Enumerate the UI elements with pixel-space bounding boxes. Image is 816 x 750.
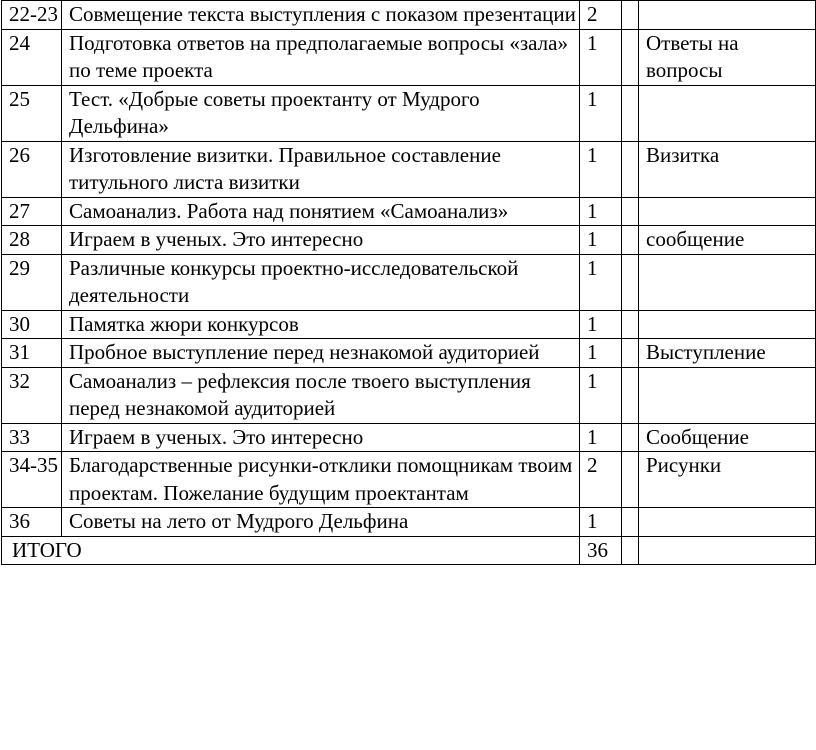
row-hours: 1 (580, 310, 622, 339)
row-empty-cell (622, 85, 639, 141)
row-topic: Самоанализ – рефлексия после твоего выступления перед незнакомой аудиторией (62, 367, 580, 423)
row-result (639, 197, 816, 226)
row-number: 25 (2, 85, 62, 141)
row-topic: Тест. «Добрые советы проектанту от Мудрого Дельфина» (62, 85, 580, 141)
row-empty-cell (622, 141, 639, 197)
row-result (639, 310, 816, 339)
row-number: 32 (2, 367, 62, 423)
row-hours: 2 (580, 1, 622, 30)
row-number: 30 (2, 310, 62, 339)
row-number: 22-23 (2, 1, 62, 30)
row-topic: Совмещение текста выступления с показом презентации (62, 1, 580, 30)
lesson-plan-body (2, 1, 816, 565)
table-row (2, 310, 816, 339)
row-hours: 2 (580, 452, 622, 508)
row-result: Рисунки (639, 452, 816, 508)
row-topic: Играем в ученых. Это интересно (62, 423, 580, 452)
row-topic: Памятка жюри конкурсов (62, 310, 580, 339)
row-topic: Самоанализ. Работа над понятием «Самоанализ» (62, 197, 580, 226)
row-hours: 1 (580, 367, 622, 423)
row-topic: Играем в ученых. Это интересно (62, 226, 580, 255)
row-number: 27 (2, 197, 62, 226)
row-result: сообщение (639, 226, 816, 255)
table-row (2, 254, 816, 310)
row-empty-cell (622, 254, 639, 310)
table-row (2, 141, 816, 197)
row-empty-cell (622, 508, 639, 537)
row-empty-cell (622, 310, 639, 339)
row-topic: Советы на лето от Мудрого Дельфина (62, 508, 580, 537)
table-row (2, 339, 816, 368)
row-number: 33 (2, 423, 62, 452)
table-row (2, 508, 816, 537)
table-row (2, 423, 816, 452)
row-empty-cell (622, 367, 639, 423)
total-label: ИТОГО (2, 536, 580, 565)
total-hours: 36 (580, 536, 622, 565)
row-empty-cell (622, 197, 639, 226)
row-hours: 1 (580, 141, 622, 197)
row-hours: 1 (580, 226, 622, 255)
lesson-plan-table (1, 0, 816, 565)
row-empty-cell (622, 226, 639, 255)
table-row (2, 197, 816, 226)
row-hours: 1 (580, 339, 622, 368)
row-hours: 1 (580, 197, 622, 226)
row-number: 26 (2, 141, 62, 197)
total-empty-cell (622, 536, 639, 565)
row-number: 28 (2, 226, 62, 255)
row-empty-cell (622, 339, 639, 368)
row-hours: 1 (580, 85, 622, 141)
row-result (639, 1, 816, 30)
row-topic: Изготовление визитки. Правильное составление титульного листа визитки (62, 141, 580, 197)
row-hours: 1 (580, 508, 622, 537)
row-topic: Пробное выступление перед незнакомой аудиторией (62, 339, 580, 368)
row-number: 29 (2, 254, 62, 310)
row-empty-cell (622, 1, 639, 30)
total-result-cell (639, 536, 816, 565)
table-row (2, 29, 816, 85)
row-result (639, 508, 816, 537)
row-result (639, 254, 816, 310)
row-number: 34-35 (2, 452, 62, 508)
row-hours: 1 (580, 423, 622, 452)
row-result: Сообщение (639, 423, 816, 452)
row-result (639, 367, 816, 423)
row-empty-cell (622, 423, 639, 452)
total-row (2, 536, 816, 565)
row-empty-cell (622, 29, 639, 85)
table-row (2, 452, 816, 508)
row-hours: 1 (580, 254, 622, 310)
table-row (2, 85, 816, 141)
table-row (2, 226, 816, 255)
row-number: 31 (2, 339, 62, 368)
row-result: Выступление (639, 339, 816, 368)
row-hours: 1 (580, 29, 622, 85)
row-number: 24 (2, 29, 62, 85)
row-topic: Подготовка ответов на предполагаемые вопросы «зала» по теме проекта (62, 29, 580, 85)
row-topic: Различные конкурсы проектно-исследовательской деятельности (62, 254, 580, 310)
row-topic: Благодарственные рисунки-отклики помощникам твоим проектам. Пожелание будущим проектантам (62, 452, 580, 508)
row-result: Ответы на вопросы (639, 29, 816, 85)
table-row (2, 367, 816, 423)
row-empty-cell (622, 452, 639, 508)
row-result: Визитка (639, 141, 816, 197)
row-result (639, 85, 816, 141)
table-row (2, 1, 816, 30)
row-number: 36 (2, 508, 62, 537)
